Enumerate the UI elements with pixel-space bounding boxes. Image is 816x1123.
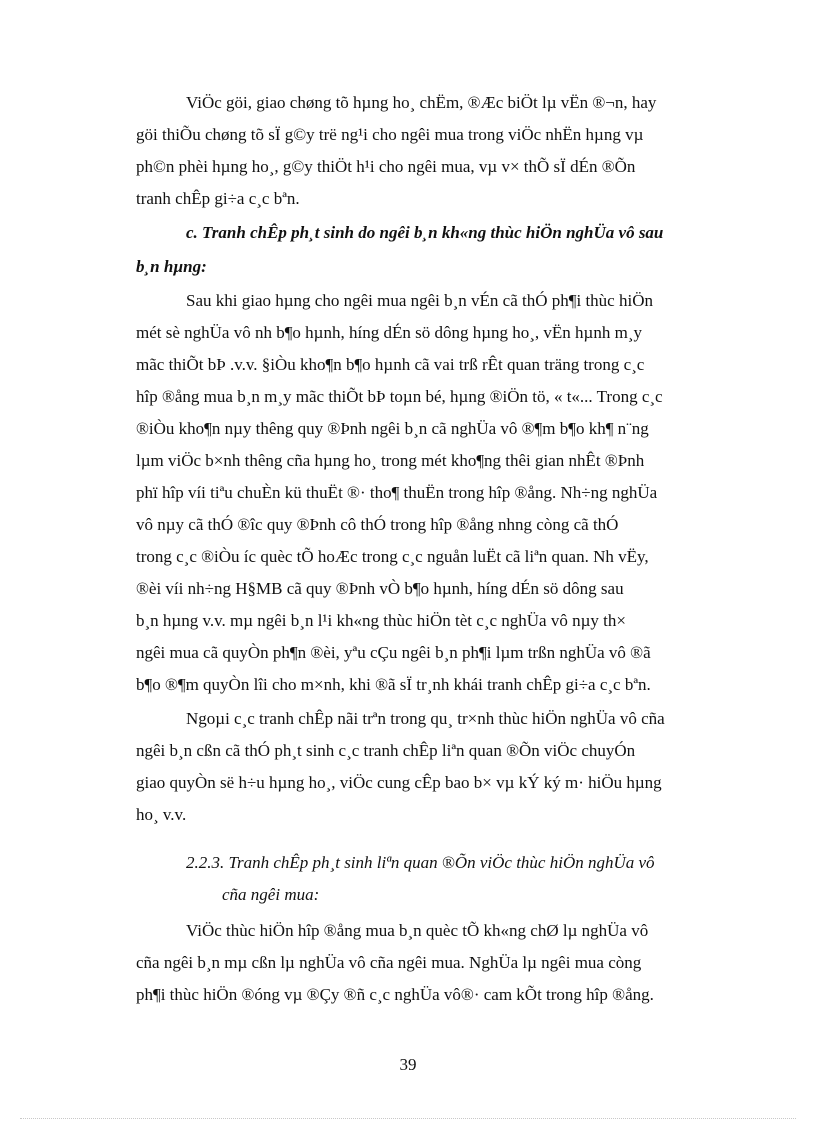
body-text-line: lµm viÖc b×nh thêng cña hµng ho¸ trong mét kho¶ng thêi gian nhÊt ®Þnh: [136, 451, 645, 470]
body-text-line: mãc thiÕt bÞ .v.v. §iÒu kho¶n b¶o hµnh cã vai trß rÊt quan träng trong c¸c: [136, 355, 645, 374]
subsection-heading: 2.2.3. Tranh chÊp ph¸t sinh liªn quan ®Õn viÖc thùc hiÖn nghÜa vô: [186, 853, 655, 872]
body-text-line: ®iÒu kho¶n nµy thêng quy ®Þnh ngêi b¸n cã nghÜa vô ®¶m b¶o kh¶ n¨ng: [136, 419, 649, 438]
body-text-line: hîp ®ång mua b¸n m¸y mãc thiÕt bÞ toµn bé, hµng ®iÖn tö, « t«... Trong c¸c: [136, 387, 663, 406]
body-text-line: ph©n phèi hµng ho¸, g©y thiÖt h¹i cho ngêi mua, vµ v× thÕ sÏ dÉn ®Õn: [136, 157, 636, 176]
body-text-line: ngêi b¸n cßn cã thÓ ph¸t sinh c¸c tranh chÊp liªn quan ®Õn viÖc chuyÓn: [136, 741, 636, 760]
page-bottom-divider: [20, 1118, 796, 1119]
body-text-line: mét sè nghÜa vô nh b¶o hµnh, híng dÉn sö dông hµng ho¸, vËn hµnh m¸y: [136, 323, 642, 342]
body-text-line: göi thiÕu chøng tõ sÏ g©y trë ng¹i cho ngêi mua trong viÖc nhËn hµng vµ: [136, 125, 644, 144]
page-number: 39: [399, 1055, 417, 1074]
body-text-line: ho¸ v.v.: [136, 805, 187, 824]
body-text-line: ®èi víi nh÷ng H§MB cã quy ®Þnh vÒ b¶o hµnh, híng dÉn sö dông sau: [136, 579, 624, 598]
body-text-line: phï hîp víi tiªu chuÈn kü thuËt ®· tho¶ thuËn trong hîp ®ång. Nh÷ng nghÜa: [136, 483, 658, 502]
section-heading: b¸n hµng:: [136, 257, 207, 276]
body-text-line: ViÖc thùc hiÖn hîp ®ång mua b¸n quèc tÕ kh«ng chØ lµ nghÜa vô: [186, 921, 649, 940]
section-heading: c. Tranh chÊp ph¸t sinh do ngêi b¸n kh«ng thùc hiÖn nghÜa vô sau: [186, 223, 664, 242]
body-text-line: giao quyÒn së h÷u hµng ho¸, viÖc cung cÊp bao b× vµ kÝ ký m· hiÖu hµng: [136, 773, 662, 792]
body-text-line: b¶o ®¶m quyÒn lîi cho m×nh, khi ®ã sÏ tr¸nh khái tranh chÊp gi÷a c¸c bªn.: [136, 675, 651, 694]
body-text-line: Sau khi giao hµng cho ngêi mua ngêi b¸n vÉn cã thÓ ph¶i thùc hiÖn: [186, 291, 653, 310]
body-text-line: vô nµy cã thÓ ®îc quy ®Þnh cô thÓ trong hîp ®ång nhng còng cã thÓ: [136, 515, 619, 534]
body-text-line: ph¶i thùc hiÖn ®óng vµ ®Çy ®ñ c¸c nghÜa vô®· cam kÕt trong hîp ®ång.: [136, 985, 654, 1004]
body-text-line: tranh chÊp gi÷a c¸c bªn.: [136, 189, 300, 208]
body-text-line: cña ngêi b¸n mµ cßn lµ nghÜa vô cña ngêi mua. NghÜa lµ ngêi mua còng: [136, 953, 642, 972]
body-text-line: Ngoµi c¸c tranh chÊp nãi trªn trong qu¸ tr×nh thùc hiÖn nghÜa vô cña: [186, 709, 665, 728]
body-text-line: ngêi mua cã quyÒn ph¶n ®èi, yªu cÇu ngêi b¸n ph¶i lµm trßn nghÜa vô ®ã: [136, 643, 651, 662]
body-text-line: ViÖc göi, giao chøng tõ hµng ho¸ chËm, ®Æc biÖt lµ vËn ®¬n, hay: [186, 93, 657, 112]
body-text-line: trong c¸c ®iÒu íc quèc tÕ hoÆc trong c¸c nguån luËt cã liªn quan. Nh vËy,: [136, 547, 649, 566]
subsection-heading: cña ngêi mua:: [222, 885, 320, 904]
body-text-line: b¸n hµng v.v. mµ ngêi b¸n l¹i kh«ng thùc hiÖn tèt c¸c nghÜa vô nµy th×: [136, 611, 626, 630]
